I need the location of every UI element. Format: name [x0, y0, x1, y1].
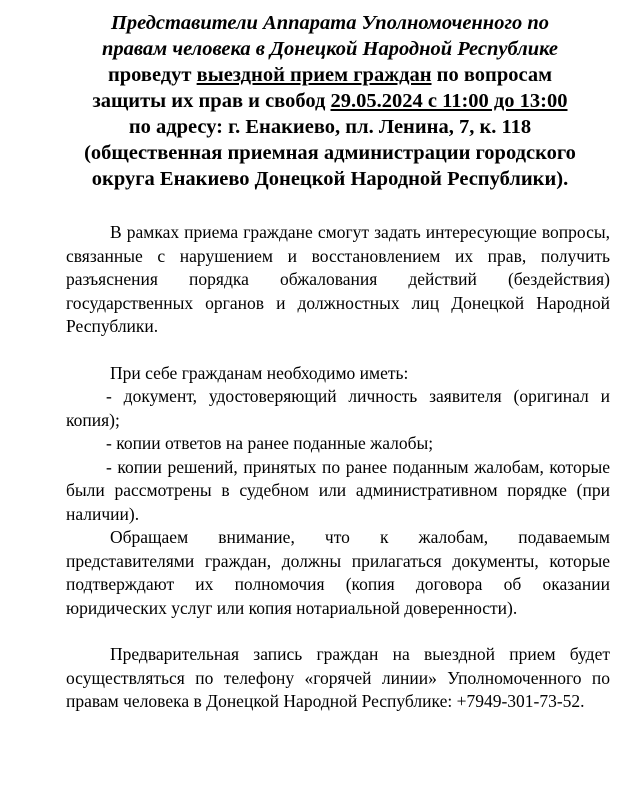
- date-time-underlined: 29.05.2024 с 11:00 до 13:00: [330, 90, 568, 112]
- paragraph-spacer: [66, 339, 610, 362]
- announcement-heading: [50, 10, 610, 192]
- heading-line-4: [50, 88, 610, 114]
- announcement-body: [66, 221, 610, 714]
- paragraph-reception-purpose: В рамках приема граждане смогут задать интересующие вопросы, связанные с нарушением и восстановлением их прав, получить разъяснения порядка обжалования действий (бездействия) государственных органов и должностных лиц Донецкой Народной Республики.: [66, 222, 610, 336]
- paragraph-spacer: [66, 620, 610, 643]
- visit-type-underlined: выездной прием граждан: [196, 64, 432, 86]
- documents-list-item: - копии решений, принятых по ранее поданным жалобам, которые были рассмотрены в судебном или административном порядке (при наличии).: [66, 456, 610, 524]
- documents-list-item: - копии ответов на ранее поданные жалобы;: [106, 433, 434, 453]
- heading-line-2: правам человека в Донецкой Народной Республике: [101, 38, 558, 60]
- documents-list-intro: При себе гражданам необходимо иметь:: [110, 362, 409, 383]
- heading-line-5: по адресу: г. Енакиево, пл. Ленина, 7, к. 118: [128, 116, 532, 138]
- heading-line-7: округа Енакиево Донецкой Народной Республики).: [91, 168, 569, 190]
- heading-line-3-start: проведут: [107, 64, 197, 86]
- heading-line-1: Представители Аппарата Уполномоченного по: [110, 12, 550, 34]
- heading-line-4-start: защиты их прав и свобод: [92, 90, 331, 112]
- heading-line-3-end: по вопросам: [431, 64, 553, 86]
- paragraph-representatives-note: Обращаем внимание, что к жалобам, подаваемым представителями граждан, должны прилагаться документы, которые подтверждают их полномочия (копия договора об оказании юридических услуг или копия нотариальной доверенности).: [66, 527, 610, 618]
- paragraph-hotline-registration: Предварительная запись граждан на выездной прием будет осуществляться по телефону «горячей линии» Уполномоченного по правам человека в Донецкой Народной Республике: +7949-301-73-52.: [66, 644, 610, 711]
- heading-line-3: [50, 62, 610, 88]
- heading-line-6: (общественная приемная администрации городского: [84, 142, 576, 164]
- documents-list-item: - документ, удостоверяющий личность заявителя (оригинал и копия);: [66, 386, 610, 430]
